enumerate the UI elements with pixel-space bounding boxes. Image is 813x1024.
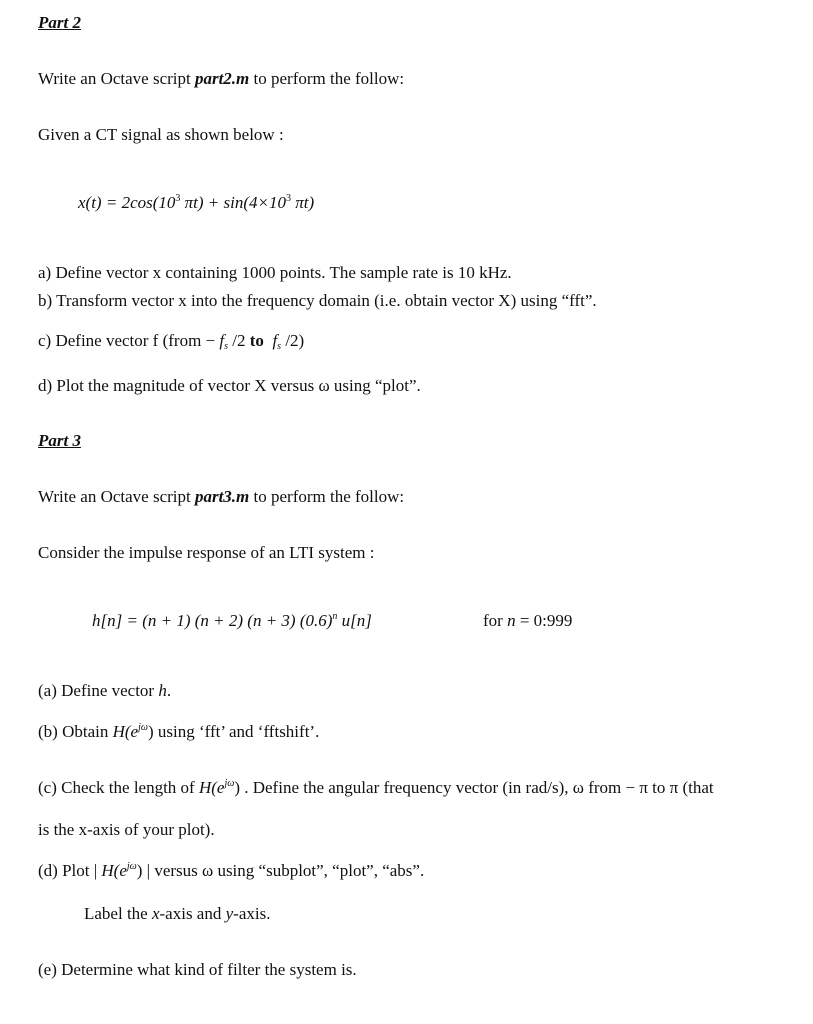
part3-item-c-open: (e <box>211 778 225 797</box>
part3-label-pre: Label the <box>84 904 152 923</box>
part3-item-d-H: H <box>101 861 114 880</box>
part3-item-c-line1 <box>38 777 714 799</box>
part2-given: Given a CT signal as shown below : <box>38 125 284 144</box>
part3-item-d-pre: (d) Plot | <box>38 861 102 880</box>
part2-signal-equation <box>78 192 314 214</box>
part2-item-b: b) Transform vector x into the frequency domain (i.e. obtain vector X) using “fft”. <box>38 291 597 310</box>
part2-heading: Part 2 <box>38 13 81 32</box>
part2-item-c-mid1: /2 <box>228 331 250 350</box>
part3-label-instruction <box>84 903 270 925</box>
part3-item-a <box>38 680 171 702</box>
part2-eq-exp1: 3 <box>175 193 181 204</box>
part2-item-c-pre: c) Define vector f (from − <box>38 331 220 350</box>
part3-range-n: n <box>507 611 516 630</box>
part3-range <box>483 610 572 632</box>
part3-eq-u: u[n] <box>337 611 372 630</box>
part2-eq-lhs: x(t) = 2cos(10 <box>78 193 176 212</box>
part3-item-c-pre: (c) Check the length of <box>38 778 199 797</box>
part2-eq-exp2: 3 <box>286 193 291 204</box>
part2-item-a: a) Define vector x containing 1000 points. The sample rate is 10 kHz. <box>38 263 512 282</box>
part3-item-c-line2: is the x-axis of your plot). <box>38 820 215 839</box>
part2-script-name: part2.m <box>194 69 250 88</box>
part3-range-pre: for <box>483 611 508 630</box>
part3-item-d-close: ) | <box>136 861 151 880</box>
part3-heading: Part 3 <box>38 431 81 450</box>
part2-item-c-end: /2) <box>281 331 305 350</box>
part3-item-c-post: . Define the angular frequency vector (in rad/s), ω from − π to π (that <box>239 778 714 797</box>
part3-script-name: part3.m <box>194 487 250 506</box>
part3-item-a-pre: (a) Define vector <box>38 681 159 700</box>
part3-item-e: (e) Determine what kind of filter the system is. <box>38 960 357 979</box>
part3-item-b-open: (e <box>124 722 139 741</box>
part3-item-d-post: versus ω using “subplot”, “plot”, “abs”. <box>150 861 425 880</box>
part3-label-post: -axis. <box>233 904 271 923</box>
part2-item-c-s1: s <box>224 341 229 352</box>
part2-intro-pre: Write an Octave script <box>38 69 195 88</box>
part3-intro-post: to perform the follow: <box>249 487 405 506</box>
part2-eq-end: πt) <box>291 193 315 212</box>
part3-consider: Consider the impulse response of an LTI system : <box>38 543 375 562</box>
part2-item-c <box>38 330 304 352</box>
part3-intro-pre: Write an Octave script <box>38 487 195 506</box>
part3-item-a-var: h <box>158 681 167 700</box>
part2-item-d: d) Plot the magnitude of vector X versus ω using “plot”. <box>38 376 421 395</box>
part3-label-y: y <box>225 904 234 923</box>
part2-item-c-s2: s <box>277 341 282 352</box>
part2-item-c-f1: f <box>219 331 225 350</box>
part3-item-d-open: (e <box>113 861 127 880</box>
part3-intro <box>38 486 404 508</box>
part2-intro <box>38 68 404 90</box>
part3-item-b <box>38 721 319 743</box>
part3-impulse-equation <box>92 610 372 632</box>
part3-range-post: = 0:999 <box>515 611 573 630</box>
part3-eq-exp: n <box>332 611 338 622</box>
part2-intro-post: to perform the follow: <box>249 69 405 88</box>
part3-item-d <box>38 860 424 882</box>
part3-item-b-exp: jω <box>138 722 148 733</box>
part3-eq-h: h <box>92 611 101 630</box>
part3-item-b-post: using ‘fft’ and ‘fftshift’. <box>153 722 320 741</box>
part3-item-b-H: H <box>112 722 125 741</box>
part2-item-c-to: to <box>249 331 264 350</box>
part3-item-c-H: H <box>198 778 212 797</box>
part3-eq-lhs: [n] = (n + 1) (n + 2) (n + 3) (0.6) <box>100 611 333 630</box>
part3-item-a-post: . <box>166 681 172 700</box>
part3-item-b-pre: (b) Obtain <box>38 722 113 741</box>
part3-label-x: x <box>151 904 160 923</box>
part3-label-mid: -axis and <box>159 904 226 923</box>
part3-item-c-exp: jω <box>224 778 235 789</box>
part3-item-b-close: ) <box>147 722 154 741</box>
part3-item-d-exp: jω <box>126 861 137 872</box>
part2-item-c-f2: f <box>272 331 278 350</box>
part3-item-c-close: ) <box>234 778 240 797</box>
part2-eq-mid: πt) + sin(4×10 <box>180 193 286 212</box>
